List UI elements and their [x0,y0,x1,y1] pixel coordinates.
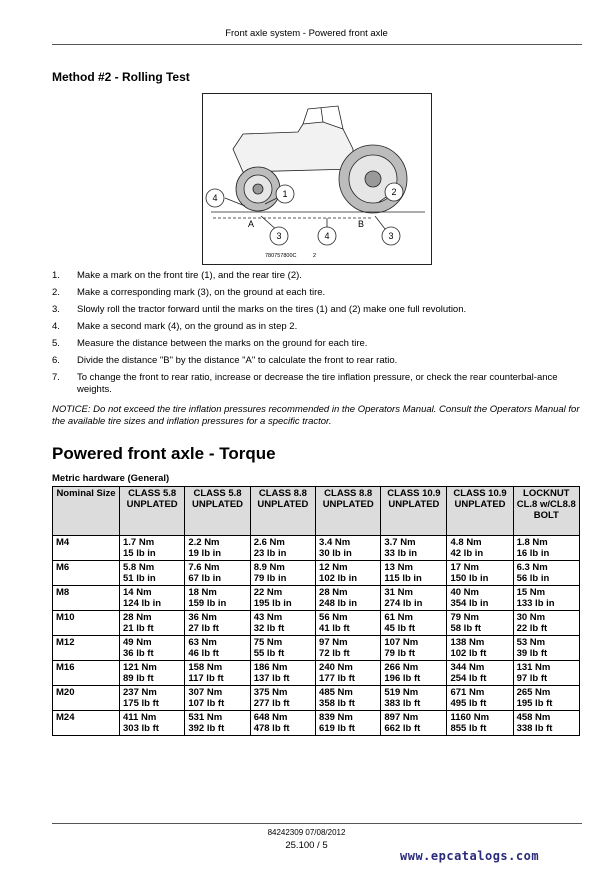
column-header: CLASS 5.8 UNPLATED [185,487,250,536]
footer-page-number: 25.100 / 5 [285,840,328,851]
torque-cell [250,586,315,611]
torque-lb-value: 39 lb ft [516,648,548,659]
torque-cell [447,561,513,586]
torque-cell [185,611,250,636]
distance-label-b: B [357,219,365,229]
torque-lb-value: 46 lb ft [188,648,219,659]
procedure-step [52,304,582,316]
torque-lb-value: 248 lb in [319,598,358,609]
torque-lb-value: 855 lb ft [450,723,487,734]
torque-cell [120,561,185,586]
torque-cell [513,686,579,711]
step-number: 7. [52,372,60,383]
torque-cell [513,661,579,686]
torque-nm-value: 63 Nm [188,637,217,648]
torque-lb-value: 72 lb ft [319,648,350,659]
page-header-title: Front axle system - Powered front axle [225,28,388,39]
torque-lb-value: 133 lb in [516,598,555,609]
size-cell: M24 [53,711,120,736]
torque-cell [316,636,381,661]
torque-cell [250,686,315,711]
figure-id: 780757800C [265,253,297,259]
torque-nm-value: 458 Nm [516,712,551,723]
procedure-step [52,321,582,333]
size-cell: M8 [53,586,120,611]
procedure-step [52,270,582,282]
table-row [53,611,580,636]
table-row [53,661,580,686]
rolling-test-figure [202,93,432,265]
notice-text: NOTICE: Do not exceed the tire inflation pressures recommended in the Operators Manual. Consult the Operators Manual for the available tire sizes and inflation pressures for a specific tractor. [52,404,580,427]
torque-nm-value: 15 Nm [516,587,546,598]
torque-cell [250,536,315,561]
torque-lb-value: 358 lb ft [319,698,355,709]
torque-nm-value: 344 Nm [450,662,485,673]
torque-nm-value: 131 Nm [516,662,551,673]
torque-nm-value: 79 Nm [450,612,479,623]
torque-cell [120,686,185,711]
torque-nm-value: 8.9 Nm [253,562,285,573]
torque-cell [316,711,381,736]
torque-nm-value: 485 Nm [319,687,353,698]
column-header: CLASS 5.8 UNPLATED [120,487,185,536]
size-cell: M4 [53,536,120,561]
torque-lb-value: 30 lb in [319,548,352,559]
torque-cell [513,636,579,661]
torque-cell [185,711,250,736]
torque-nm-value: 28 Nm [319,587,348,598]
torque-nm-value: 31 Nm [384,587,413,598]
torque-lb-value: 175 lb ft [123,698,159,709]
torque-nm-value: 2.2 Nm [188,537,220,548]
table-row [53,561,580,586]
torque-nm-value: 43 Nm [253,612,283,623]
torque-lb-value: 254 lb ft [450,673,487,684]
torque-cell [120,536,185,561]
torque-nm-value: 53 Nm [516,637,546,648]
column-header: CLASS 10.9 UNPLATED [447,487,513,536]
torque-nm-value: 40 Nm [450,587,479,598]
torque-cell [513,586,579,611]
torque-lb-value: 277 lb ft [253,698,290,709]
torque-cell [381,661,447,686]
torque-lb-value: 42 lb in [450,548,484,559]
torque-nm-value: 49 Nm [123,637,152,648]
size-cell: M10 [53,611,120,636]
torque-lb-value: 33 lb in [384,548,418,559]
step-text: Make a corresponding mark (3), on the ground at each tire. [77,287,326,298]
torque-nm-value: 107 Nm [384,637,419,648]
torque-lb-value: 79 lb ft [384,648,415,659]
torque-lb-value: 196 lb ft [384,673,421,684]
torque-cell [316,586,381,611]
torque-nm-value: 75 Nm [253,637,283,648]
torque-nm-value: 138 Nm [450,637,485,648]
procedure-step [52,355,582,367]
torque-nm-value: 97 Nm [319,637,348,648]
torque-cell [185,661,250,686]
torque-cell [185,561,250,586]
procedure-step [52,372,582,396]
torque-cell [447,586,513,611]
step-text: Divide the distance "B" by the distance "A" to calculate the front to rear ratio. [77,355,398,366]
torque-lb-value: 19 lb in [188,548,222,559]
torque-lb-value: 117 lb ft [188,673,224,684]
torque-lb-value: 478 lb ft [253,723,290,734]
torque-cell [447,686,513,711]
torque-lb-value: 89 lb ft [123,673,154,684]
torque-cell [447,711,513,736]
table-caption: Metric hardware (General) [52,473,170,484]
footer-doc-id: 84242309 07/08/2012 [267,828,346,837]
step-number: 3. [52,304,60,315]
torque-lb-value: 97 lb ft [516,673,548,684]
torque-cell [381,561,447,586]
table-row [53,686,580,711]
torque-lb-value: 392 lb ft [188,723,225,734]
procedure-step [52,338,582,350]
torque-nm-value: 186 Nm [253,662,288,673]
torque-lb-value: 159 lb in [188,598,227,609]
torque-lb-value: 67 lb in [188,573,222,584]
torque-nm-value: 265 Nm [516,687,551,698]
torque-nm-value: 36 Nm [188,612,217,623]
step-text: Measure the distance between the marks on the ground for each tire. [77,338,368,349]
table-row [53,586,580,611]
column-header: Nominal Size [53,487,120,536]
torque-table-body [53,536,580,736]
torque-lb-value: 32 lb ft [253,623,285,634]
callout-label: 4 [324,231,330,241]
callout-label: 3 [276,231,282,241]
torque-cell [316,536,381,561]
torque-nm-value: 1.8 Nm [516,537,548,548]
callout-label: 3 [388,231,394,241]
torque-cell [513,536,579,561]
torque-lb-value: 177 lb ft [319,673,355,684]
torque-nm-value: 266 Nm [384,662,419,673]
torque-lb-value: 58 lb ft [450,623,482,634]
torque-lb-value: 195 lb ft [516,698,553,709]
torque-cell [250,661,315,686]
distance-label-a: A [247,219,255,229]
torque-lb-value: 41 lb ft [319,623,350,634]
torque-nm-value: 648 Nm [253,712,288,723]
torque-nm-value: 22 Nm [253,587,283,598]
step-text: Slowly roll the tractor forward until the marks on the tires (1) and (2) make one full revolution. [77,304,467,315]
torque-lb-value: 137 lb ft [253,673,290,684]
torque-nm-value: 5.8 Nm [123,562,155,573]
column-header: CLASS 10.9 UNPLATED [381,487,447,536]
torque-lb-value: 150 lb in [450,573,489,584]
torque-nm-value: 158 Nm [188,662,223,673]
torque-cell [185,586,250,611]
tractor-illustration [203,94,431,264]
torque-cell [316,661,381,686]
torque-nm-value: 56 Nm [319,612,348,623]
torque-lb-value: 27 lb ft [188,623,219,634]
torque-cell [447,536,513,561]
torque-lb-value: 102 lb in [319,573,358,584]
procedure-step [52,287,582,299]
torque-cell [513,711,579,736]
step-text: Make a mark on the front tire (1), and the rear tire (2). [77,270,302,281]
size-cell: M16 [53,661,120,686]
torque-cell [120,636,185,661]
torque-nm-value: 3.4 Nm [319,537,351,548]
torque-cell [447,636,513,661]
torque-nm-value: 897 Nm [384,712,419,723]
torque-nm-value: 531 Nm [188,712,223,723]
torque-cell [316,611,381,636]
table-row [53,636,580,661]
torque-nm-value: 121 Nm [123,662,157,673]
method-title: Method #2 - Rolling Test [52,70,190,84]
torque-nm-value: 61 Nm [384,612,413,623]
torque-cell [185,536,250,561]
torque-lb-value: 115 lb in [384,573,422,584]
step-number: 1. [52,270,60,281]
torque-nm-value: 237 Nm [123,687,157,698]
torque-lb-value: 23 lb in [253,548,287,559]
torque-lb-value: 45 lb ft [384,623,415,634]
callout-label: 1 [282,189,288,199]
torque-lb-value: 56 lb in [516,573,550,584]
torque-cell [120,611,185,636]
torque-lb-value: 36 lb ft [123,648,154,659]
torque-cell [316,686,381,711]
torque-nm-value: 30 Nm [516,612,546,623]
torque-cell [185,636,250,661]
torque-cell [513,561,579,586]
torque-nm-value: 307 Nm [188,687,223,698]
torque-nm-value: 17 Nm [450,562,479,573]
torque-lb-value: 55 lb ft [253,648,285,659]
header-divider [52,44,582,45]
torque-nm-value: 18 Nm [188,587,217,598]
torque-lb-value: 303 lb ft [123,723,159,734]
step-text: To change the front to rear ratio, increase or decrease the tire inflation pressure, or check the rear counterbal-ance weights. [77,372,558,395]
torque-cell [250,711,315,736]
torque-nm-value: 3.7 Nm [384,537,416,548]
torque-nm-value: 4.8 Nm [450,537,482,548]
footer-divider [52,823,582,824]
torque-lb-value: 338 lb ft [516,723,553,734]
torque-nm-value: 411 Nm [123,712,157,723]
torque-cell [250,611,315,636]
torque-lb-value: 21 lb ft [123,623,154,634]
torque-nm-value: 12 Nm [319,562,348,573]
table-header-row [53,487,580,536]
torque-nm-value: 13 Nm [384,562,413,573]
torque-cell [316,561,381,586]
torque-lb-value: 79 lb in [253,573,287,584]
torque-nm-value: 671 Nm [450,687,485,698]
section-title: Powered front axle - Torque [52,444,276,463]
torque-lb-value: 51 lb in [123,573,156,584]
torque-table [52,486,580,736]
torque-nm-value: 839 Nm [319,712,353,723]
torque-cell [447,611,513,636]
torque-cell [381,611,447,636]
procedure-steps [52,270,582,401]
watermark-text: www.epcatalogs.com [400,849,540,863]
torque-nm-value: 375 Nm [253,687,288,698]
torque-lb-value: 15 lb in [123,548,156,559]
step-number: 4. [52,321,60,332]
torque-lb-value: 22 lb ft [516,623,548,634]
size-cell: M20 [53,686,120,711]
table-row [53,711,580,736]
figure-number: 2 [313,253,317,259]
torque-cell [120,711,185,736]
torque-cell [447,661,513,686]
torque-lb-value: 383 lb ft [384,698,421,709]
step-text: Make a second mark (4), on the ground as in step 2. [77,321,298,332]
column-header: LOCKNUT CL.8 w/CL8.8 BOLT [513,487,579,536]
torque-nm-value: 28 Nm [123,612,152,623]
torque-lb-value: 107 lb ft [188,698,225,709]
callout-label: 4 [212,193,218,203]
column-header: CLASS 8.8 UNPLATED [250,487,315,536]
torque-nm-value: 1160 Nm [450,712,490,723]
size-cell: M12 [53,636,120,661]
torque-cell [381,636,447,661]
torque-lb-value: 195 lb in [253,598,292,609]
torque-cell [120,586,185,611]
torque-lb-value: 102 lb ft [450,648,487,659]
torque-lb-value: 354 lb in [450,598,489,609]
torque-nm-value: 1.7 Nm [123,537,155,548]
torque-cell [381,586,447,611]
torque-cell [381,536,447,561]
torque-cell [381,686,447,711]
size-cell: M6 [53,561,120,586]
torque-lb-value: 619 lb ft [319,723,355,734]
torque-lb-value: 124 lb in [123,598,162,609]
torque-lb-value: 16 lb in [516,548,550,559]
step-number: 2. [52,287,60,298]
step-number: 6. [52,355,60,366]
column-header: CLASS 8.8 UNPLATED [316,487,381,536]
torque-nm-value: 7.6 Nm [188,562,220,573]
torque-nm-value: 14 Nm [123,587,152,598]
torque-cell [185,686,250,711]
torque-nm-value: 6.3 Nm [516,562,548,573]
torque-lb-value: 274 lb in [384,598,423,609]
torque-cell [250,561,315,586]
torque-lb-value: 495 lb ft [450,698,487,709]
table-row [53,536,580,561]
torque-nm-value: 2.6 Nm [253,537,285,548]
torque-cell [250,636,315,661]
step-number: 5. [52,338,60,349]
torque-cell [381,711,447,736]
torque-nm-value: 240 Nm [319,662,353,673]
torque-cell [120,661,185,686]
torque-cell [513,611,579,636]
torque-lb-value: 662 lb ft [384,723,421,734]
torque-nm-value: 519 Nm [384,687,419,698]
callout-label: 2 [391,187,397,197]
